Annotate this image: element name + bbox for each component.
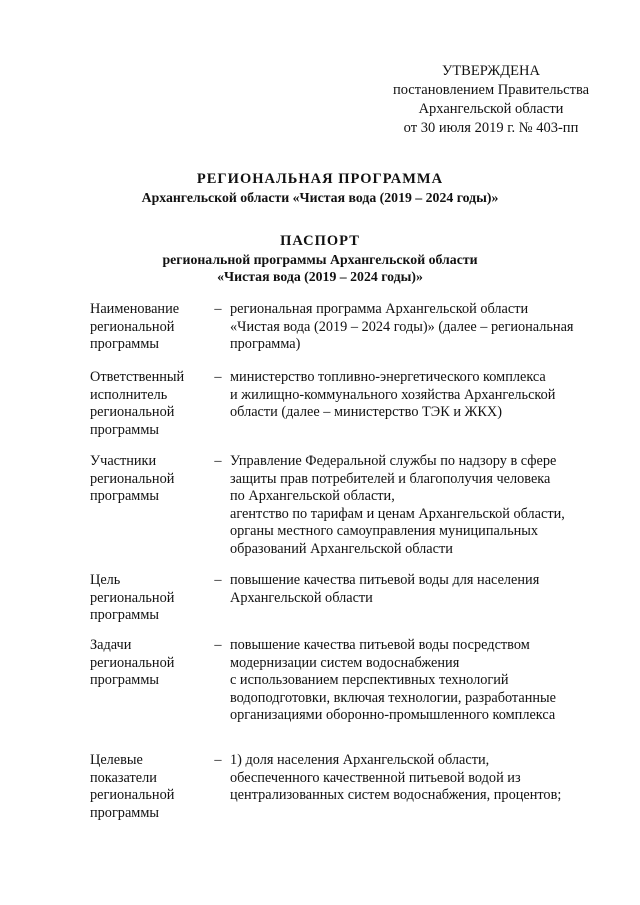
row-value: региональная программа Архангельской области «Чистая вода (2019 – 2024 годы)» (далее – региональная программа) [230,301,574,352]
row-dash: – [214,572,222,588]
row-label: Целевые показатели региональной программы [90,752,175,821]
approval-title: УТВЕРЖДЕНА [442,63,540,79]
row-value: Управление Федеральной службы по надзору в сфере защиты прав потребителей и благополучия человека по Архангельской области, агентство по тарифам и ценам Архангельской области, органы местного самоуправления муниципальных образований Архангельской области [230,453,565,557]
approval-stamp [380,62,602,138]
approval-date: от 30 июля 2019 г. № 403-пп [403,120,579,136]
passport-subtitle: «Чистая вода (2019 – 2024 годы)» [217,269,423,284]
row-dash: – [214,453,222,469]
row-label: Ответственный исполнитель региональной программы [90,369,185,438]
approval-line: постановлением Правительства [392,82,590,98]
row-dash: – [214,369,222,385]
program-subtitle: Архангельской области «Чистая вода (2019 – 2024 годы)» [141,190,499,205]
row-value: повышение качества питьевой воды посредством модернизации систем водоснабжения с использованием перспективных технологий водоподготовки, включая технологии, разработанные организациями оборонно-промышленного комплекса [230,637,556,723]
row-label: Наименование региональной программы [90,301,180,352]
row-value: повышение качества питьевой воды для населения Архангельской области [230,572,540,606]
row-label: Участники региональной программы [90,453,175,504]
row-label: Цель региональной программы [90,572,175,623]
program-title: РЕГИОНАЛЬНАЯ ПРОГРАММА [196,171,444,187]
row-label: Задачи региональной программы [90,637,175,688]
passport-title: ПАСПОРТ [280,233,360,249]
approval-line: Архангельской области [418,101,564,117]
passport-subtitle: региональной программы Архангельской области [162,252,478,267]
row-value: министерство топливно-энергетического комплекса и жилищно-коммунального хозяйства Архангельской области (далее – министерство ТЭК и ЖКХ) [230,369,556,420]
row-value: 1) доля населения Архангельской области, обеспеченного качественной питьевой водой из централизованных систем водоснабжения, процентов; [230,752,562,803]
row-dash: – [214,301,222,317]
row-dash: – [214,637,222,653]
row-dash: – [214,752,222,768]
